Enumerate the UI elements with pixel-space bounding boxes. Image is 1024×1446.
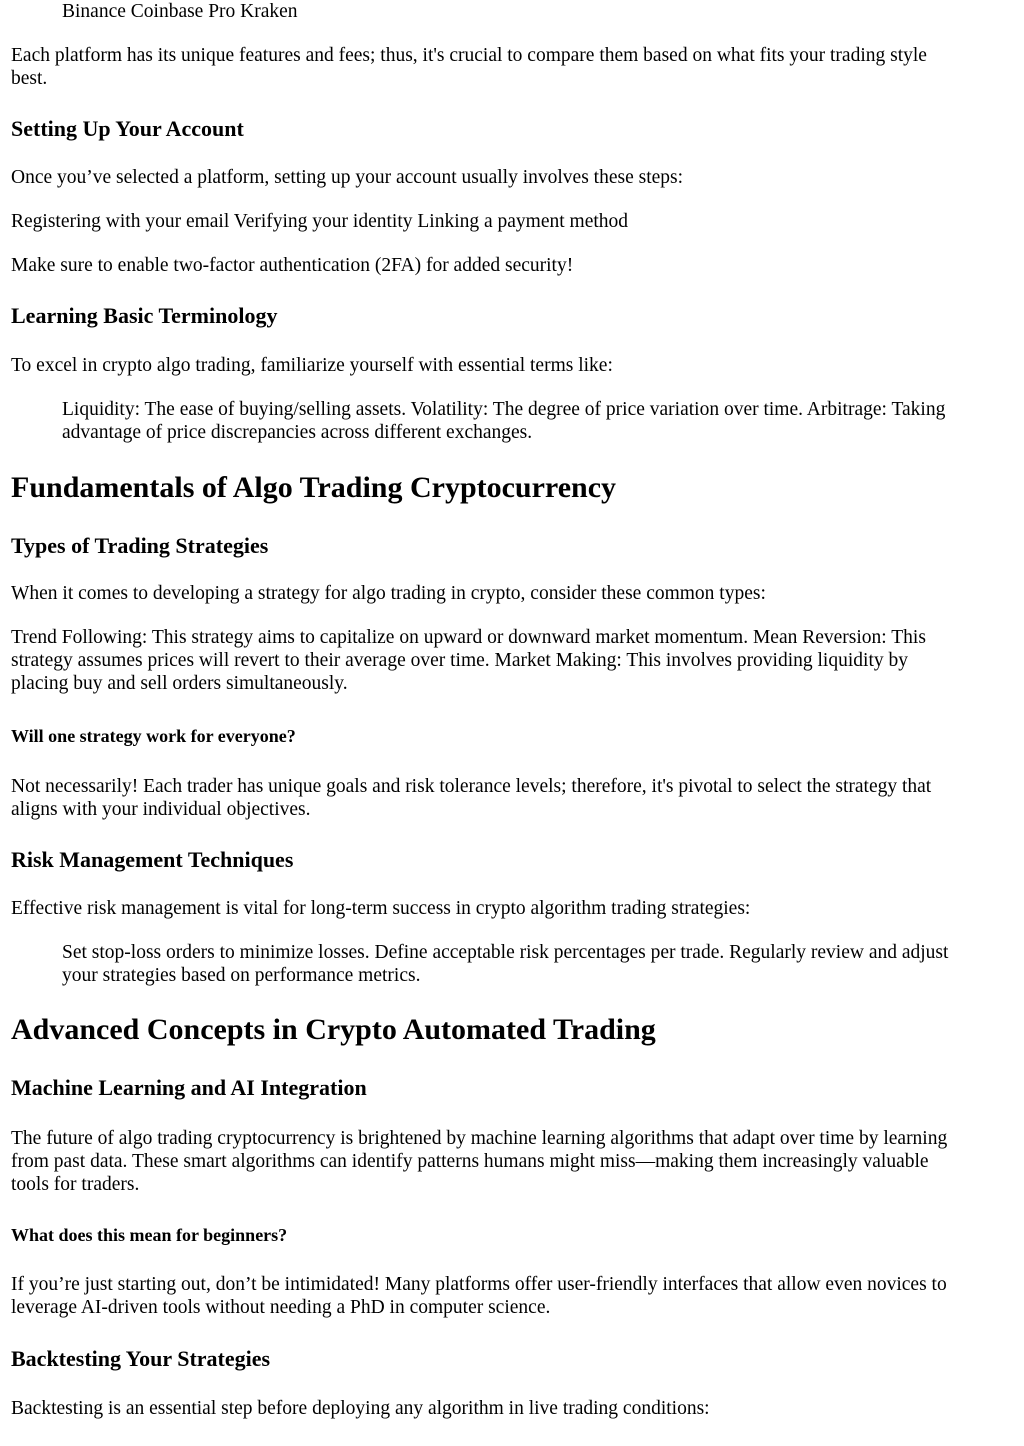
backtesting-intro: Backtesting is an essential step before deploying any algorithm in live trading conditions: (11, 1398, 710, 1419)
setup-intro: Once you’ve selected a platform, setting up your account usually involves these steps: (11, 167, 684, 188)
paragraph-line: strategy assumes prices will revert to their average over time. Market Making: This involves providing liquidity by (11, 650, 908, 671)
setup-2fa-note: Make sure to enable two-factor authentication (2FA) for added security! (11, 255, 574, 276)
heading-risk-management: Risk Management Techniques (11, 847, 294, 872)
heading-beginners: What does this mean for beginners? (11, 1225, 288, 1245)
heading-one-strategy: Will one strategy work for everyone? (11, 726, 296, 746)
heading-backtesting: Backtesting Your Strategies (11, 1346, 271, 1371)
platforms-list: Binance Coinbase Pro Kraken (62, 1, 298, 22)
heading-fundamentals: Fundamentals of Algo Trading Cryptocurrency (11, 471, 617, 504)
heading-types-of-strategies: Types of Trading Strategies (11, 533, 269, 558)
terminology-terms (62, 398, 945, 444)
paragraph-line: leverage AI-driven tools without needing a PhD in computer science. (11, 1297, 551, 1318)
heading-advanced-concepts: Advanced Concepts in Crypto Automated Trading (11, 1013, 656, 1046)
terminology-intro: To excel in crypto algo trading, familiarize yourself with essential terms like: (11, 355, 613, 376)
types-intro: When it comes to developing a strategy for algo trading in crypto, consider these common types: (11, 583, 766, 604)
risk-list (62, 941, 948, 987)
types-list (11, 626, 926, 695)
ml-paragraph (11, 1127, 947, 1196)
paragraph-line: tools for traders. (11, 1174, 140, 1195)
paragraph-line: Not necessarily! Each trader has unique goals and risk tolerance levels; therefore, it's pivotal to select the strategy that (11, 776, 932, 797)
paragraph-line: placing buy and sell orders simultaneously. (11, 673, 348, 694)
paragraph-line: Trend Following: This strategy aims to capitalize on upward or downward market momentum. Mean Reversion: This (11, 627, 926, 648)
paragraph-line: Liquidity: The ease of buying/selling assets. Volatility: The degree of price variation over time. Arbitrage: Taking (62, 399, 946, 420)
paragraph-line: Set stop-loss orders to minimize losses. Define acceptable risk percentages per trade. Regularly review and adjust (62, 942, 949, 963)
setup-steps: Registering with your email Verifying your identity Linking a payment method (11, 211, 629, 232)
beginners-paragraph (11, 1273, 947, 1319)
one-strategy-answer (11, 775, 931, 821)
platforms-compare-paragraph (11, 44, 927, 90)
paragraph-line: Each platform has its unique features and fees; thus, it's crucial to compare them based on what fits your trading style (11, 45, 927, 66)
heading-setting-up-account: Setting Up Your Account (11, 116, 244, 141)
paragraph-line: from past data. These smart algorithms can identify patterns humans might miss—making them increasingly valuable (11, 1151, 929, 1172)
paragraph-line: advantage of price discrepancies across different exchanges. (62, 422, 533, 443)
paragraph-line: your strategies based on performance metrics. (62, 965, 421, 986)
paragraph-line: aligns with your individual objectives. (11, 799, 311, 820)
heading-basic-terminology: Learning Basic Terminology (11, 303, 278, 328)
heading-machine-learning: Machine Learning and AI Integration (11, 1075, 367, 1100)
risk-intro: Effective risk management is vital for long-term success in crypto algorithm trading strategies: (11, 898, 751, 919)
paragraph-line: If you’re just starting out, don’t be intimidated! Many platforms offer user-friendly interfaces that allow even novices to (11, 1274, 947, 1295)
paragraph-line: best. (11, 68, 48, 89)
paragraph-line: The future of algo trading cryptocurrency is brightened by machine learning algorithms that adapt over time by learning (11, 1128, 948, 1149)
